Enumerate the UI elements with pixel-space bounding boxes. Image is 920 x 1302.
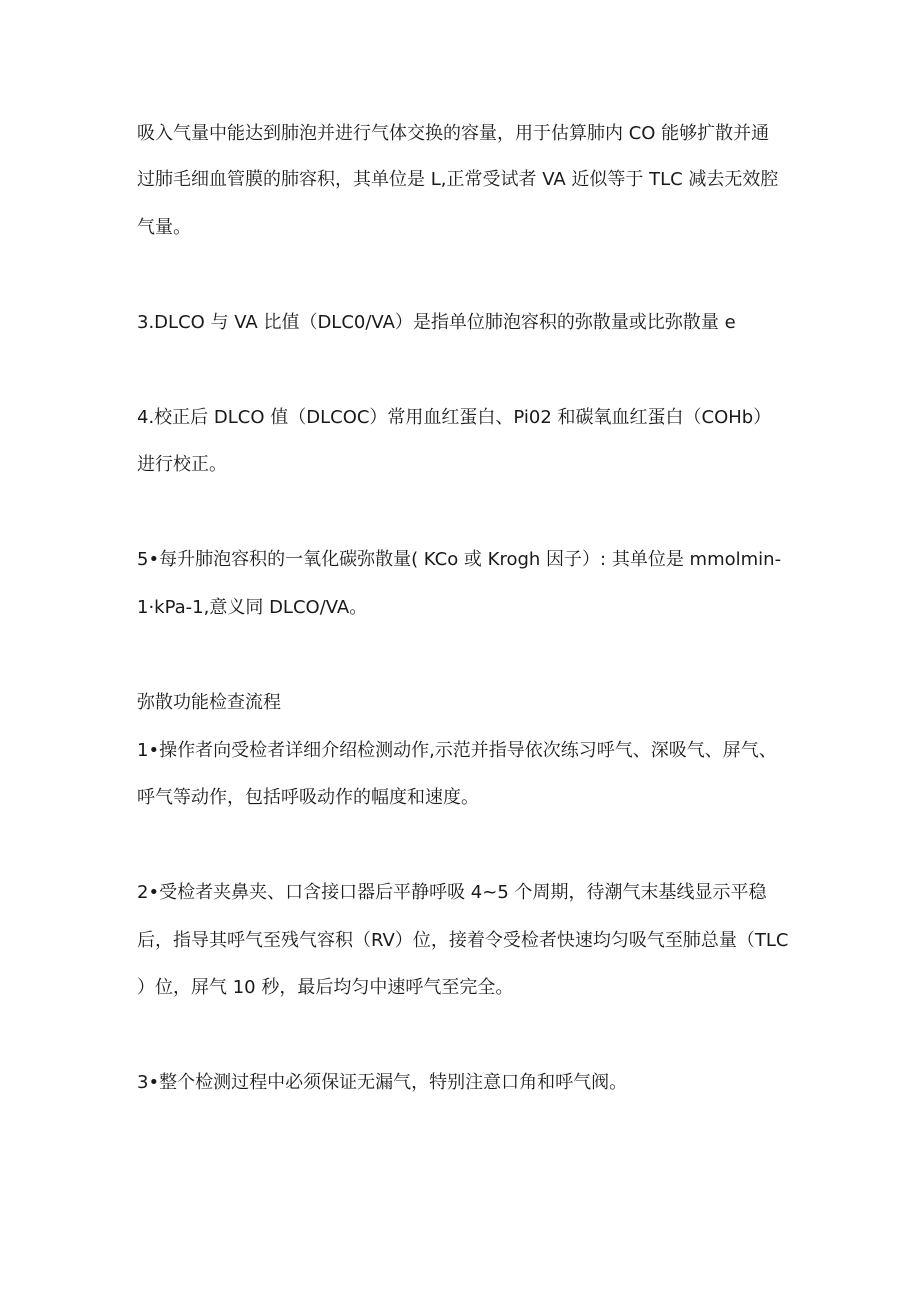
- paragraph-line: 5•每升肺泡容积的一氧化碳弥散量( KCo 或 Krogh 因子）: 其单位是 mmolmin-: [137, 549, 782, 570]
- paragraph-line: 后，指导其呼气至残气容积（RV）位，接着令受检者快速均匀吸气至肺总量（TLC: [137, 930, 789, 951]
- paragraph-line: 4.校正后 DLCO 值（DLCOC）常用血红蛋白、Pi02 和碳氧血红蛋白（COHb）: [137, 407, 772, 428]
- paragraph-line: ）位，屏气 10 秒，最后均匀中速呼气至完全。: [137, 977, 514, 998]
- paragraph-line: 3.DLCO 与 VA 比值（DLC0/VA）是指单位肺泡容积的弥散量或比弥散量 e: [137, 312, 736, 333]
- paragraph-line: 3•整个检测过程中必须保证无漏气，特别注意口角和呼气阀。: [137, 1072, 628, 1093]
- paragraph-line: 气量。: [137, 217, 191, 238]
- section-heading: 弥散功能检查流程: [137, 692, 281, 713]
- paragraph-line: 2•受检者夹鼻夹、口含接口器后平静呼吸 4~5 个周期，待潮气末基线显示平稳: [137, 882, 767, 903]
- paragraph-line: 1•操作者向受检者详细介绍检测动作,示范并指导依次练习呼气、深吸气、屏气、: [137, 740, 777, 761]
- paragraph-line: 过肺毛细血管膜的肺容积，其单位是 L,正常受试者 VA 近似等于 TLC 减去无效腔: [137, 169, 779, 190]
- paragraph-line: 呼气等动作，包括呼吸动作的幅度和速度。: [137, 787, 479, 808]
- paragraph-line: 进行校正。: [137, 454, 227, 475]
- paragraph-line: 吸入气量中能达到肺泡并进行气体交换的容量，用于估算肺内 CO 能够扩散并通: [137, 123, 770, 144]
- paragraph-line: 1·kPa-1,意义同 DLCO/VA。: [137, 597, 368, 618]
